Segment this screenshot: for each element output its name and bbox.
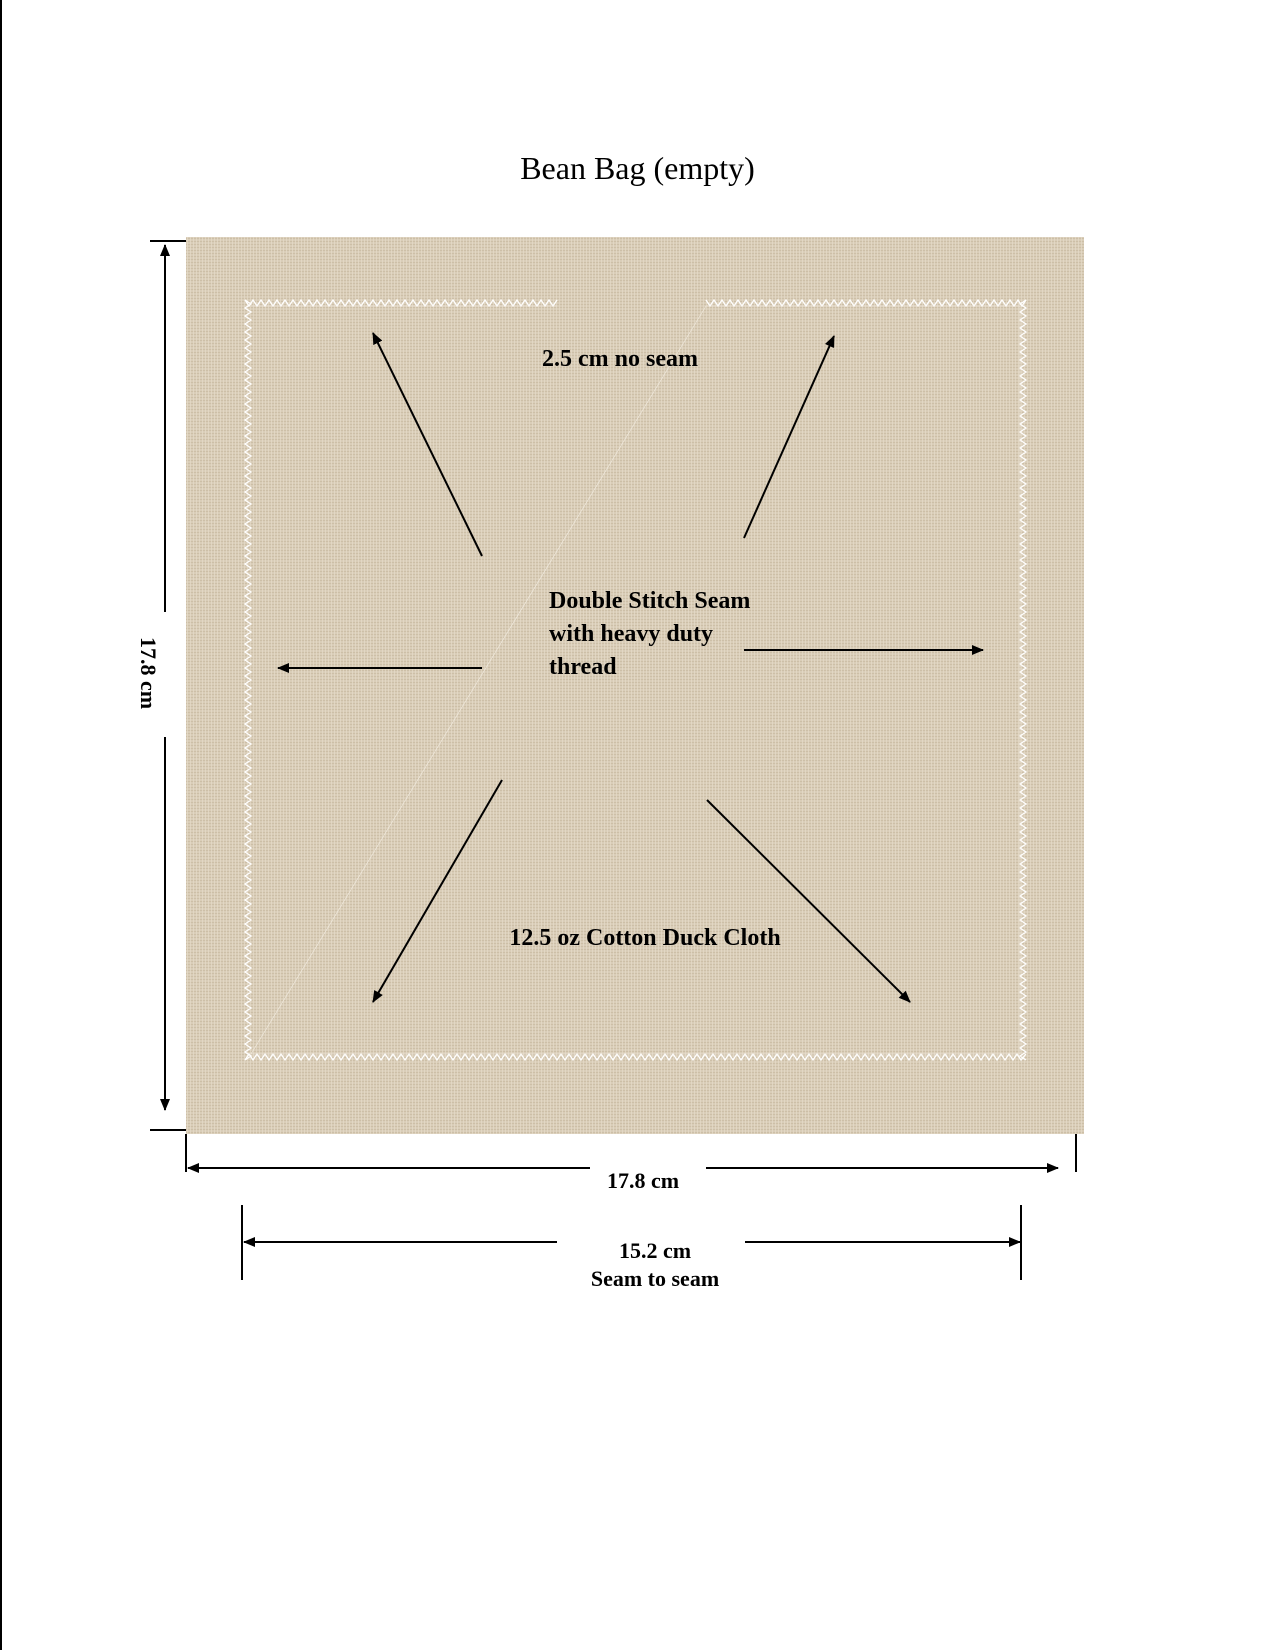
opening-label: 2.5 cm no seam	[542, 346, 698, 372]
height-label: 17.8 cm	[136, 636, 161, 710]
seam-label: Double Stitch Seam with heavy duty thread	[549, 588, 751, 680]
seam-width-value: 15.2 cm	[618, 1238, 692, 1263]
seam-width-label	[555, 1237, 755, 1293]
material-label: 12.5 oz Cotton Duck Cloth	[509, 925, 781, 951]
seam-width-note: Seam to seam	[590, 1266, 720, 1291]
page-title: Bean Bag (empty)	[520, 150, 755, 186]
width-label: 17.8 cm	[606, 1168, 680, 1193]
